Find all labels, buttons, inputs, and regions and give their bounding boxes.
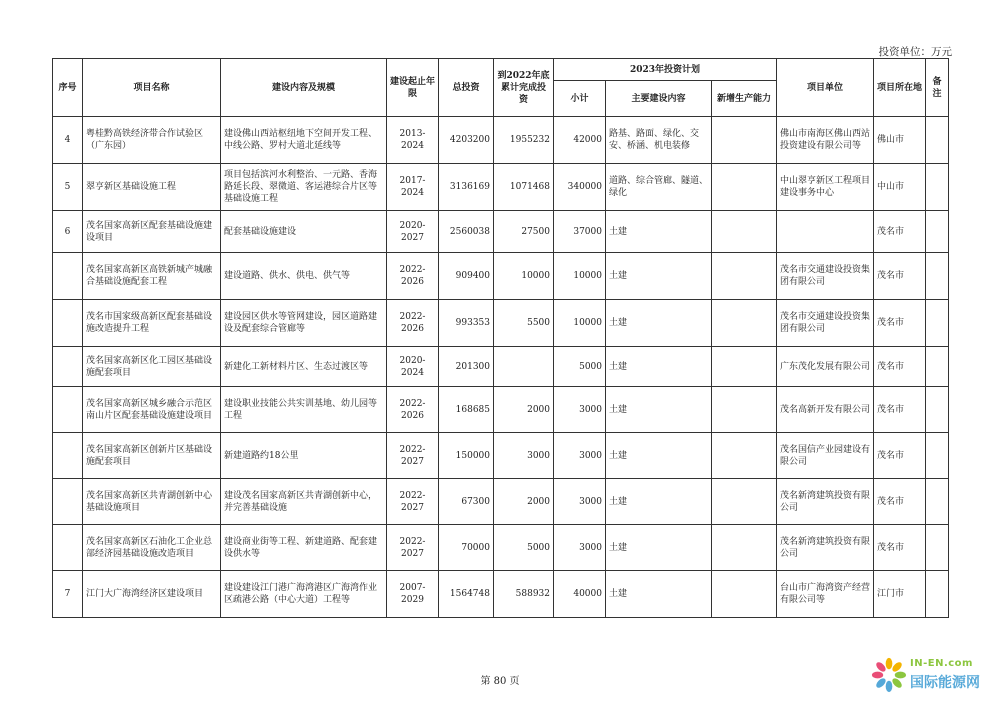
row-project-unit: 佛山市南海区佛山西站投资建设有限公司等 bbox=[777, 117, 874, 164]
row-2023-subtotal: 340000 bbox=[554, 164, 606, 211]
table-row bbox=[53, 479, 949, 525]
row-project-unit: 茂名市交通建设投资集团有限公司 bbox=[777, 300, 874, 347]
row-period: 2022-2026 bbox=[387, 300, 439, 347]
table-row bbox=[53, 300, 949, 347]
row-build-content: 建设道路、供水、供电、供气等 bbox=[221, 253, 387, 300]
row-location: 佛山市 bbox=[874, 117, 926, 164]
row-remark bbox=[926, 117, 949, 164]
row-period: 2022-2027 bbox=[387, 479, 439, 525]
row-project-unit: 中山翠亨新区工程项目建设事务中心 bbox=[777, 164, 874, 211]
row-new-capacity bbox=[712, 117, 777, 164]
sunflower-logo-icon bbox=[870, 656, 908, 694]
row-new-capacity bbox=[712, 571, 777, 618]
row-project-name: 茂名国家高新区共青湖创新中心基础设施项目 bbox=[83, 479, 221, 525]
row-2023-main-content: 土建 bbox=[606, 211, 712, 253]
row-cumulative-investment: 5500 bbox=[494, 300, 554, 347]
row-cumulative-investment: 27500 bbox=[494, 211, 554, 253]
row-remark bbox=[926, 479, 949, 525]
row-new-capacity bbox=[712, 347, 777, 387]
row-cumulative-investment bbox=[494, 347, 554, 387]
logo-text-cn: 国际能源网 bbox=[910, 675, 980, 691]
row-period: 2013-2024 bbox=[387, 117, 439, 164]
row-build-content: 建设职业技能公共实训基地、幼儿园等工程 bbox=[221, 387, 387, 433]
row-period: 2017-2024 bbox=[387, 164, 439, 211]
row-project-name: 茂名国家高新区创新片区基础设施配套项目 bbox=[83, 433, 221, 479]
header-location: 项目所在地 bbox=[874, 59, 926, 117]
row-project-name: 茂名国家高新区配套基础设施建设项目 bbox=[83, 211, 221, 253]
row-build-content: 建设建设江门港广海湾港区广海湾作业区疏港公路（中心大道）工程等 bbox=[221, 571, 387, 618]
row-remark bbox=[926, 433, 949, 479]
row-project-unit: 茂名市交通建设投资集团有限公司 bbox=[777, 253, 874, 300]
table-row bbox=[53, 525, 949, 571]
row-location: 茂名市 bbox=[874, 433, 926, 479]
row-2023-main-content: 土建 bbox=[606, 347, 712, 387]
row-remark bbox=[926, 211, 949, 253]
row-2023-main-content: 土建 bbox=[606, 525, 712, 571]
row-build-content: 建设茂名国家高新区共青湖创新中心，并完善基础设施 bbox=[221, 479, 387, 525]
row-2023-subtotal: 37000 bbox=[554, 211, 606, 253]
header-seq: 序号 bbox=[53, 59, 83, 117]
row-total-investment: 909400 bbox=[439, 253, 494, 300]
row-2023-subtotal: 40000 bbox=[554, 571, 606, 618]
table-row bbox=[53, 117, 949, 164]
row-2023-main-content: 土建 bbox=[606, 300, 712, 347]
table-row bbox=[53, 433, 949, 479]
row-remark bbox=[926, 525, 949, 571]
row-cumulative-investment: 3000 bbox=[494, 433, 554, 479]
row-project-name: 江门大广海湾经济区建设项目 bbox=[83, 571, 221, 618]
row-project-name: 茂名国家高新区石油化工企业总部经济园基础设施改造项目 bbox=[83, 525, 221, 571]
row-location: 茂名市 bbox=[874, 479, 926, 525]
row-build-content: 项目包括滨河水利整治、一元路、香海路延长段、翠微道、客运港综合片区等基础设施工程 bbox=[221, 164, 387, 211]
header-main-content: 主要建设内容 bbox=[606, 81, 712, 117]
row-location: 茂名市 bbox=[874, 347, 926, 387]
row-seq: 5 bbox=[53, 164, 83, 211]
row-location: 茂名市 bbox=[874, 300, 926, 347]
row-remark bbox=[926, 300, 949, 347]
row-2023-subtotal: 3000 bbox=[554, 479, 606, 525]
row-period: 2020-2024 bbox=[387, 347, 439, 387]
row-total-investment: 201300 bbox=[439, 347, 494, 387]
header-name: 项目名称 bbox=[83, 59, 221, 117]
row-cumulative-investment: 588932 bbox=[494, 571, 554, 618]
header-plan-2023: 2023年投资计划 bbox=[554, 59, 777, 81]
row-project-name: 茂名市国家级高新区配套基础设施改造提升工程 bbox=[83, 300, 221, 347]
row-seq: 4 bbox=[53, 117, 83, 164]
row-project-name: 茂名国家高新区化工园区基础设施配套项目 bbox=[83, 347, 221, 387]
table-row bbox=[53, 347, 949, 387]
row-new-capacity bbox=[712, 211, 777, 253]
table-row bbox=[53, 164, 949, 211]
row-2023-subtotal: 42000 bbox=[554, 117, 606, 164]
logo-text-en: IN-EN.com bbox=[910, 658, 973, 669]
table-row bbox=[53, 387, 949, 433]
row-build-content: 建设佛山西站枢纽地下空间开发工程、中线公路、罗村大道北延线等 bbox=[221, 117, 387, 164]
row-build-content: 建设商业街等工程、新建道路、配套建设供水等 bbox=[221, 525, 387, 571]
row-project-unit: 茂名新湾建筑投资有限公司 bbox=[777, 479, 874, 525]
row-total-investment: 4203200 bbox=[439, 117, 494, 164]
row-period: 2022-2027 bbox=[387, 525, 439, 571]
row-build-content: 新建道路约18公里 bbox=[221, 433, 387, 479]
row-remark bbox=[926, 387, 949, 433]
row-new-capacity bbox=[712, 433, 777, 479]
table-row bbox=[53, 253, 949, 300]
header-period: 建设起止年限 bbox=[387, 59, 439, 117]
row-period: 2022-2026 bbox=[387, 387, 439, 433]
row-cumulative-investment: 5000 bbox=[494, 525, 554, 571]
row-2023-subtotal: 3000 bbox=[554, 387, 606, 433]
row-project-unit bbox=[777, 211, 874, 253]
header-total: 总投资 bbox=[439, 59, 494, 117]
row-2023-main-content: 土建 bbox=[606, 253, 712, 300]
row-2023-main-content: 土建 bbox=[606, 387, 712, 433]
row-location: 茂名市 bbox=[874, 253, 926, 300]
row-period: 2022-2027 bbox=[387, 433, 439, 479]
row-new-capacity bbox=[712, 479, 777, 525]
row-project-unit: 茂名新湾建筑投资有限公司 bbox=[777, 525, 874, 571]
row-cumulative-investment: 1955232 bbox=[494, 117, 554, 164]
row-cumulative-investment: 1071468 bbox=[494, 164, 554, 211]
header-content: 建设内容及规模 bbox=[221, 59, 387, 117]
row-total-investment: 70000 bbox=[439, 525, 494, 571]
row-2023-subtotal: 10000 bbox=[554, 253, 606, 300]
row-location: 中山市 bbox=[874, 164, 926, 211]
row-2023-main-content: 土建 bbox=[606, 479, 712, 525]
row-2023-main-content: 路基、路面、绿化、交安、桥涵、机电装修 bbox=[606, 117, 712, 164]
row-period: 2022-2026 bbox=[387, 253, 439, 300]
header-unit: 项目单位 bbox=[777, 59, 874, 117]
row-project-unit: 台山市广海湾资产经营有限公司等 bbox=[777, 571, 874, 618]
row-total-investment: 150000 bbox=[439, 433, 494, 479]
header-new-capacity: 新增生产能力 bbox=[712, 81, 777, 117]
row-remark bbox=[926, 164, 949, 211]
row-new-capacity bbox=[712, 253, 777, 300]
row-remark bbox=[926, 253, 949, 300]
row-new-capacity bbox=[712, 387, 777, 433]
row-build-content: 建设园区供水等管网建设，园区道路建设及配套综合管廊等 bbox=[221, 300, 387, 347]
row-project-name: 茂名国家高新区高铁新城产城融合基础设施配套工程 bbox=[83, 253, 221, 300]
row-project-unit: 茂名国信产业园建设有限公司 bbox=[777, 433, 874, 479]
row-new-capacity bbox=[712, 300, 777, 347]
row-2023-subtotal: 3000 bbox=[554, 525, 606, 571]
row-new-capacity bbox=[712, 164, 777, 211]
row-2023-subtotal: 10000 bbox=[554, 300, 606, 347]
row-total-investment: 168685 bbox=[439, 387, 494, 433]
row-location: 茂名市 bbox=[874, 525, 926, 571]
investment-unit-label: 投资单位：万元 bbox=[878, 46, 952, 58]
row-project-name: 翠亨新区基础设施工程 bbox=[83, 164, 221, 211]
site-logo bbox=[870, 654, 990, 698]
row-seq: 7 bbox=[53, 571, 83, 618]
row-total-investment: 3136169 bbox=[439, 164, 494, 211]
row-seq bbox=[53, 479, 83, 525]
table-row bbox=[53, 571, 949, 618]
row-remark bbox=[926, 571, 949, 618]
row-project-unit: 广东茂化发展有限公司 bbox=[777, 347, 874, 387]
row-seq bbox=[53, 433, 83, 479]
row-project-unit: 茂名高新开发有限公司 bbox=[777, 387, 874, 433]
row-total-investment: 67300 bbox=[439, 479, 494, 525]
row-2023-main-content: 土建 bbox=[606, 571, 712, 618]
row-2023-subtotal: 5000 bbox=[554, 347, 606, 387]
row-2023-main-content: 土建 bbox=[606, 433, 712, 479]
row-location: 茂名市 bbox=[874, 387, 926, 433]
row-period: 2020-2027 bbox=[387, 211, 439, 253]
row-seq bbox=[53, 300, 83, 347]
row-period: 2007-2029 bbox=[387, 571, 439, 618]
header-cumulative: 到2022年底累计完成投资 bbox=[494, 59, 554, 117]
row-total-investment: 2560038 bbox=[439, 211, 494, 253]
row-project-name: 粤桂黔高铁经济带合作试验区（广东园） bbox=[83, 117, 221, 164]
header-subtotal: 小计 bbox=[554, 81, 606, 117]
row-seq bbox=[53, 347, 83, 387]
row-project-name: 茂名国家高新区城乡融合示范区南山片区配套基础设施建设项目 bbox=[83, 387, 221, 433]
row-seq bbox=[53, 525, 83, 571]
row-location: 江门市 bbox=[874, 571, 926, 618]
row-remark bbox=[926, 347, 949, 387]
row-seq bbox=[53, 387, 83, 433]
row-total-investment: 993353 bbox=[439, 300, 494, 347]
row-build-content: 配套基础设施建设 bbox=[221, 211, 387, 253]
header-remark: 备注 bbox=[926, 59, 949, 117]
page-number: 第 80 页 bbox=[480, 676, 520, 687]
investment-plan-table bbox=[52, 58, 949, 618]
row-total-investment: 1564748 bbox=[439, 571, 494, 618]
row-2023-main-content: 道路、综合管廊、隧道、绿化 bbox=[606, 164, 712, 211]
row-location: 茂名市 bbox=[874, 211, 926, 253]
row-2023-subtotal: 3000 bbox=[554, 433, 606, 479]
row-cumulative-investment: 2000 bbox=[494, 387, 554, 433]
row-cumulative-investment: 10000 bbox=[494, 253, 554, 300]
row-cumulative-investment: 2000 bbox=[494, 479, 554, 525]
row-build-content: 新建化工新材料片区、生态过渡区等 bbox=[221, 347, 387, 387]
row-new-capacity bbox=[712, 525, 777, 571]
row-seq: 6 bbox=[53, 211, 83, 253]
row-seq bbox=[53, 253, 83, 300]
table-row bbox=[53, 211, 949, 253]
